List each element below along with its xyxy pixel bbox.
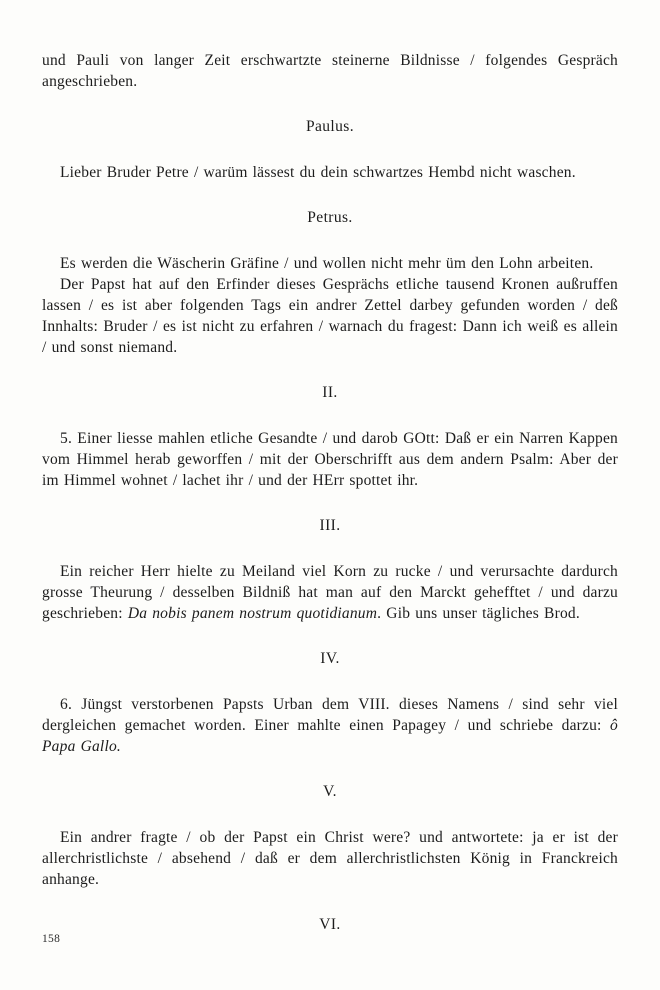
paragraph: [42, 162, 618, 183]
section-heading: Petrus.: [307, 209, 353, 226]
latin-phrase: ô Papa Gallo.: [42, 717, 618, 755]
section-heading: II.: [322, 384, 338, 401]
paragraph-text: und Pauli von langer Zeit erschwartzte steinerne Bildnisse / folgendes Gespräch angeschrieben.: [42, 52, 618, 90]
section-heading: V.: [323, 783, 337, 800]
section-heading: III.: [319, 517, 341, 534]
paragraph: [42, 694, 618, 757]
section-heading: IV.: [320, 650, 340, 667]
paragraph-text: Lieber Bruder Petre / warüm lässest du dein schwartzes Hembd nicht waschen.: [60, 164, 576, 181]
page-text: [42, 50, 618, 960]
paragraph: [42, 561, 618, 624]
paragraph-text: Der Papst hat auf den Erfinder dieses Gesprächs etliche tausend Kronen außruffen lassen / es ist aber folgenden Tags ein andrer Zettel darbey gefunden worden / deß Innhalts: Bruder / es ist nicht zu erfahren / warnach du fragest: Dann ich weiß es allein / und sonst niemand.: [42, 276, 618, 356]
paragraph-text: Ein andrer fragte / ob der Papst ein Christ were? und antwortete: ja er ist der allerchristlichste / absehend / daß er dem allerchristlichsten König in Franckreich anhange.: [42, 829, 618, 888]
latin-phrase: Da nobis panem nostrum quotidianum: [127, 605, 378, 622]
paragraph: [42, 428, 618, 491]
paragraph-text: 5. Einer liesse mahlen etliche Gesandte / und darob GOtt: Daß er ein Narren Kappen vom Himmel herab geworffen / mit der Oberschrifft aus dem andern Psalm: Aber der im Himmel wohnet / lachet ihr / und der HErr spottet ihr.: [42, 430, 618, 489]
paragraph: [42, 274, 618, 358]
paragraph: [42, 50, 618, 92]
section-heading: Paulus.: [305, 118, 354, 135]
page-number: 158: [42, 933, 61, 945]
paragraph-text: 6. Jüngst verstorbenen Papsts Urban dem VIII. dieses Namens / sind sehr viel dergleichen gemachet worden. Einer mahlte einen Papagey / und schriebe darzu:: [42, 696, 618, 734]
paragraph: [42, 253, 618, 274]
section-heading: VI.: [319, 916, 341, 933]
paragraph-text: Ein reicher Herr hielte zu Meiland viel Korn zu rucke / und verursachte dardurch grosse Theurung / desselben Bildniß hat man auf den Marckt gehefftet / und darzu geschrieben:: [42, 563, 618, 622]
paragraph: [42, 827, 618, 890]
paragraph-text: Es werden die Wäscherin Gräfine / und wollen nicht mehr üm den Lohn arbeiten.: [60, 255, 594, 272]
paragraph-text: . Gib uns unser tägliches Brod.: [377, 605, 580, 622]
